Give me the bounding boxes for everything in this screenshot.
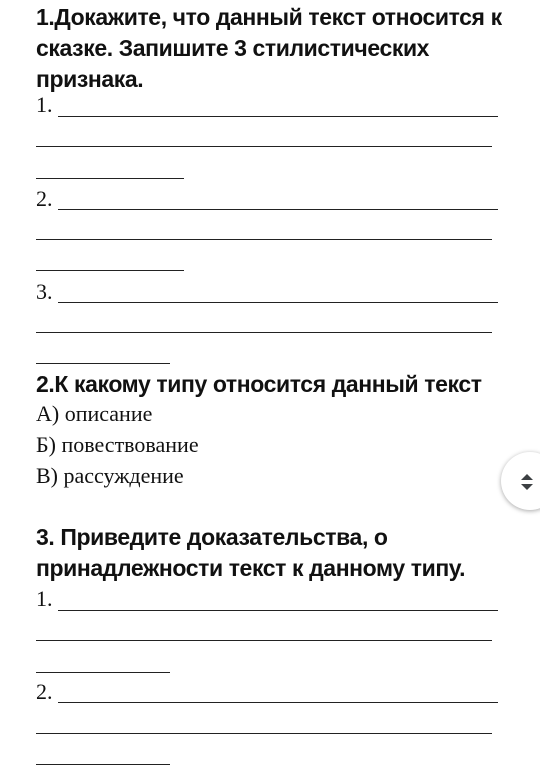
- task1-answer-line: [58, 209, 498, 210]
- task1-answer-line: [36, 363, 170, 364]
- task1-answer-line: [36, 146, 492, 147]
- task1-title: 1.Докажите, что данный текст относится к сказке. Запишите 3 стилистических признака.: [36, 4, 502, 92]
- task1-answer-line: [36, 332, 492, 333]
- task2-title: 2.К какому типу относится данный текст: [36, 371, 482, 397]
- task1-answer-line: [58, 302, 498, 303]
- task3-answer-line: [58, 610, 498, 611]
- task2-option-c: В) рассуждение: [36, 463, 184, 488]
- task2-option-a: А) описание: [36, 401, 153, 426]
- task1-answer-line: [36, 178, 184, 179]
- task1-item-1-number: 1.: [36, 92, 53, 117]
- task1-answer-line: [36, 270, 184, 271]
- task3-item-1-number: 1.: [36, 586, 53, 611]
- task3-answer-line: [36, 640, 492, 641]
- task3-answer-line: [36, 733, 492, 734]
- task1-answer-line: [58, 116, 498, 117]
- task1-item-2-number: 2.: [36, 186, 53, 211]
- task3-answer-line: [36, 764, 170, 765]
- task1-item-3-number: 3.: [36, 279, 53, 304]
- task1-answer-line: [36, 239, 492, 240]
- task3-answer-line: [58, 702, 498, 703]
- up-down-arrows-icon: [515, 472, 539, 492]
- task3-item-2-number: 2.: [36, 679, 53, 704]
- task3-answer-line: [36, 672, 170, 673]
- task3-title: 3. Приведите доказательства, о принадлежности текст к данному типу.: [36, 524, 466, 581]
- scroll-toggle-button[interactable]: [501, 452, 540, 510]
- task2-option-b: Б) повествование: [36, 432, 199, 457]
